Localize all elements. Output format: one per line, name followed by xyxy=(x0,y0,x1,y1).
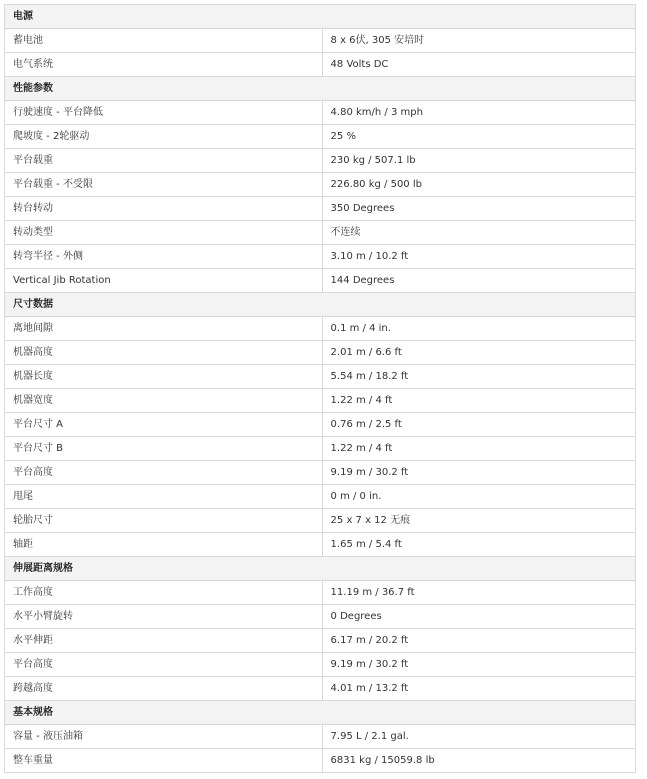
spec-row xyxy=(5,725,636,749)
spec-value: 0 Degrees xyxy=(322,605,635,629)
spec-value: 6831 kg / 15059.8 lb xyxy=(322,749,635,773)
spec-row xyxy=(5,101,636,125)
spec-row xyxy=(5,269,636,293)
spec-value: 1.22 m / 4 ft xyxy=(322,437,635,461)
spec-table xyxy=(4,4,636,773)
spec-row xyxy=(5,125,636,149)
spec-row xyxy=(5,581,636,605)
spec-label: 水平小臂旋转 xyxy=(5,605,323,629)
spec-label: Vertical Jib Rotation xyxy=(5,269,323,293)
spec-value: 6.17 m / 20.2 ft xyxy=(322,629,635,653)
spec-value: 2.01 m / 6.6 ft xyxy=(322,341,635,365)
spec-row xyxy=(5,53,636,77)
spec-value: 4.01 m / 13.2 ft xyxy=(322,677,635,701)
spec-label: 转弯半径 - 外侧 xyxy=(5,245,323,269)
section-title: 伸展距离规格 xyxy=(5,557,636,581)
spec-value: 11.19 m / 36.7 ft xyxy=(322,581,635,605)
section-title: 性能参数 xyxy=(5,77,636,101)
section-header xyxy=(5,77,636,101)
spec-label: 整车重量 xyxy=(5,749,323,773)
spec-value: 230 kg / 507.1 lb xyxy=(322,149,635,173)
spec-row xyxy=(5,485,636,509)
spec-label: 平台尺寸 B xyxy=(5,437,323,461)
spec-label: 平台高度 xyxy=(5,461,323,485)
spec-value: 226.80 kg / 500 lb xyxy=(322,173,635,197)
section-title: 电源 xyxy=(5,5,636,29)
spec-row xyxy=(5,413,636,437)
spec-label: 爬坡度 - 2轮驱动 xyxy=(5,125,323,149)
spec-row xyxy=(5,605,636,629)
spec-row xyxy=(5,197,636,221)
spec-value: 1.65 m / 5.4 ft xyxy=(322,533,635,557)
spec-label: 转台转动 xyxy=(5,197,323,221)
spec-value: 8 x 6伏, 305 安培时 xyxy=(322,29,635,53)
spec-value: 0.1 m / 4 in. xyxy=(322,317,635,341)
spec-row xyxy=(5,245,636,269)
spec-row xyxy=(5,149,636,173)
spec-value: 7.95 L / 2.1 gal. xyxy=(322,725,635,749)
section-title: 基本规格 xyxy=(5,701,636,725)
spec-row xyxy=(5,437,636,461)
section-title: 尺寸数据 xyxy=(5,293,636,317)
spec-row xyxy=(5,533,636,557)
spec-value: 3.10 m / 10.2 ft xyxy=(322,245,635,269)
spec-value: 25 % xyxy=(322,125,635,149)
spec-value: 0.76 m / 2.5 ft xyxy=(322,413,635,437)
spec-value: 350 Degrees xyxy=(322,197,635,221)
spec-table-body xyxy=(5,5,636,773)
spec-label: 平台高度 xyxy=(5,653,323,677)
spec-row xyxy=(5,509,636,533)
spec-row xyxy=(5,173,636,197)
spec-value: 9.19 m / 30.2 ft xyxy=(322,653,635,677)
spec-row xyxy=(5,221,636,245)
section-header xyxy=(5,5,636,29)
section-header xyxy=(5,293,636,317)
spec-value: 144 Degrees xyxy=(322,269,635,293)
spec-value: 不连续 xyxy=(322,221,635,245)
section-header xyxy=(5,701,636,725)
spec-label: 平台载重 - 不受限 xyxy=(5,173,323,197)
spec-row xyxy=(5,653,636,677)
spec-label: 离地间隙 xyxy=(5,317,323,341)
spec-label: 蓄电池 xyxy=(5,29,323,53)
spec-label: 电气系统 xyxy=(5,53,323,77)
spec-label: 轮胎尺寸 xyxy=(5,509,323,533)
spec-value: 9.19 m / 30.2 ft xyxy=(322,461,635,485)
spec-label: 转动类型 xyxy=(5,221,323,245)
spec-label: 容量 - 液压油箱 xyxy=(5,725,323,749)
spec-row xyxy=(5,677,636,701)
spec-value: 0 m / 0 in. xyxy=(322,485,635,509)
spec-row xyxy=(5,749,636,773)
spec-label: 机器宽度 xyxy=(5,389,323,413)
spec-value: 4.80 km/h / 3 mph xyxy=(322,101,635,125)
spec-value: 5.54 m / 18.2 ft xyxy=(322,365,635,389)
spec-label: 平台载重 xyxy=(5,149,323,173)
spec-label: 行驶速度 - 平台降低 xyxy=(5,101,323,125)
spec-row xyxy=(5,461,636,485)
spec-label: 机器高度 xyxy=(5,341,323,365)
spec-row xyxy=(5,317,636,341)
spec-row xyxy=(5,389,636,413)
spec-value: 48 Volts DC xyxy=(322,53,635,77)
spec-value: 25 x 7 x 12 无痕 xyxy=(322,509,635,533)
spec-label: 工作高度 xyxy=(5,581,323,605)
spec-value: 1.22 m / 4 ft xyxy=(322,389,635,413)
spec-label: 机器长度 xyxy=(5,365,323,389)
spec-label: 跨越高度 xyxy=(5,677,323,701)
spec-row xyxy=(5,365,636,389)
spec-label: 平台尺寸 A xyxy=(5,413,323,437)
spec-row xyxy=(5,341,636,365)
spec-row xyxy=(5,629,636,653)
spec-label: 甩尾 xyxy=(5,485,323,509)
spec-label: 水平伸距 xyxy=(5,629,323,653)
section-header xyxy=(5,557,636,581)
spec-row xyxy=(5,29,636,53)
spec-label: 轴距 xyxy=(5,533,323,557)
